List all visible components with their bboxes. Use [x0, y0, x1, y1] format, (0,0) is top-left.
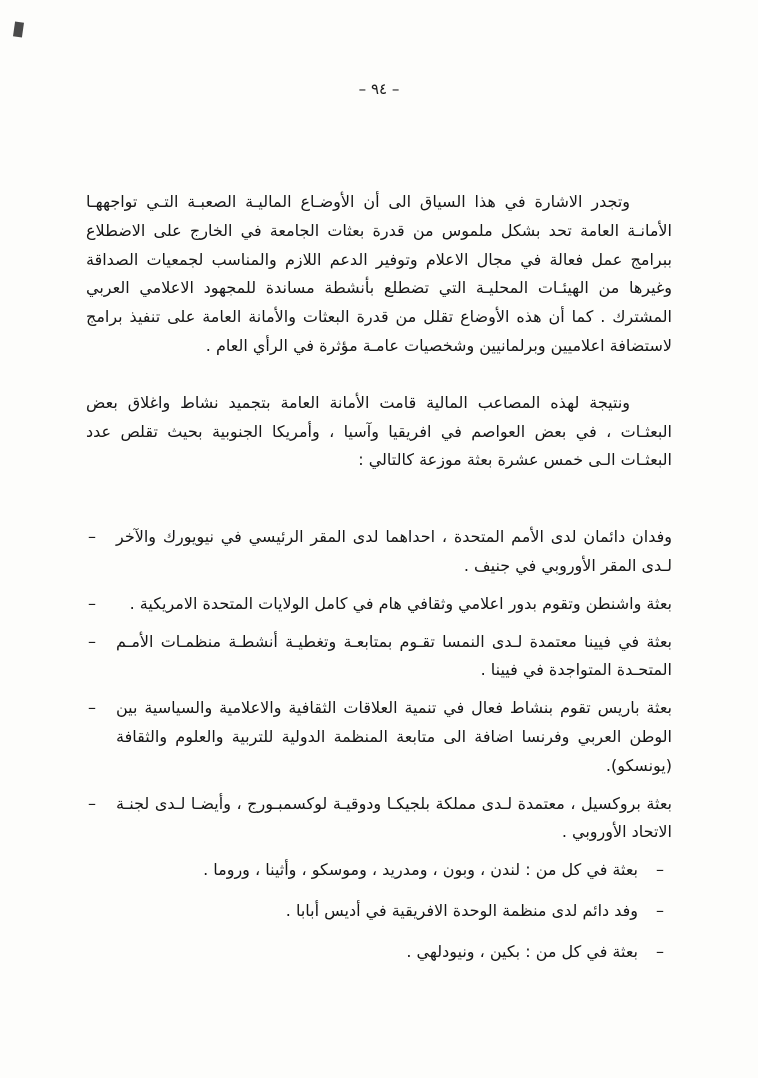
scan-artifact — [13, 21, 24, 37]
list-item-text: وفدان دائمان لدى الأمم المتحدة ، احداهما لدى المقر الرئيسي في نيويورك والآخر لـدى المقر الأوروبي في جنيف . — [116, 527, 672, 575]
missions-list — [86, 523, 672, 966]
list-subitem — [86, 938, 672, 967]
dash-marker: – — [656, 860, 664, 880]
list-item-text: وفد دائم لدى منظمة الوحدة الافريقية في أديس أبابا . — [285, 900, 638, 920]
list-item — [86, 628, 672, 686]
dash-marker: – — [88, 593, 96, 613]
dash-marker: – — [88, 698, 96, 718]
list-subitem — [86, 856, 672, 885]
list-item — [86, 523, 672, 581]
page-content — [86, 188, 672, 979]
list-item — [86, 790, 672, 848]
dash-marker: – — [88, 793, 96, 813]
list-item-text: بعثة في كل من : لندن ، وبون ، ومدريد ، وموسكو ، وأثينا ، وروما . — [203, 860, 638, 880]
dash-marker: – — [656, 941, 664, 961]
dash-marker: – — [88, 527, 96, 547]
paragraph-missions-reduction: ونتيجة لهذه المصاعب المالية قامت الأمانة العامة بتجميد نشاط واغلاق بعض البعثـات ، في بعض العواصم في افريقيا وآسيا ، وأمريكا الجنوبية بحيث تقلص عدد البعثـات الـى خمس عشرة بعثة موزعة كالتالي : — [86, 392, 672, 470]
list-item-text: بعثة واشنطن وتقوم بدور اعلامي وثقافي هام في كامل الولايات المتحدة الامريكية . — [129, 593, 672, 613]
list-item — [86, 590, 672, 619]
list-subitem — [86, 897, 672, 926]
list-item-text: بعثة في فيينا معتمدة لـدى النمسا تقـوم بمتابعـة وتغطيـة أنشطـة منظمـات الأمـم المتحـدة المتواجدة في فيينا . — [116, 631, 672, 680]
list-item-text: بعثة باريس تقوم بنشاط فعال في تنمية العلاقات الثقافية والاعلامية والسياسية بين الوطن العربي وفرنسا اضافة الى متابعة المنظمة الدولية للتربية والعلوم والثقافة (يونسكو). — [116, 698, 672, 775]
dash-marker: – — [88, 631, 96, 651]
paragraph-financial-situation: وتجدر الاشارة في هذا السياق الى أن الأوضـاع الماليـة الصعبـة التـي تواجههـا الأمانـة العامة تحد بشكل ملموس من قدرة بعثات الجامعة في الخارج على الاضطلاع ببرامج عمل فعالة في مجال الاعلام وتوفير الدعم اللازم والمناسب لجمعيات الصداقة وغيرها من الهيئـات المحليـة التي تضطلع بأنشطة مساندة للمجهود الاعلامي العربي المشترك . كما أن هذه الأوضاع تقلل من قدرة البعثات والأمانة العامة على تنفيذ برامج لاستضافة اعلاميين وبرلمانيين وشخصيات عامـة مؤثرة في الرأي العام . — [86, 192, 672, 355]
page-number: – ٩٤ – — [358, 80, 400, 98]
list-item-text: بعثة بروكسيل ، معتمدة لـدى مملكة بلجيكـا ودوقيـة لوكسمبـورج ، وأيضـا لـدى لجنـة الاتحاد الأوروبي . — [116, 793, 672, 842]
dash-marker: – — [656, 900, 664, 920]
list-item-text: بعثة في كل من : بكين ، ونيودلهي . — [406, 941, 638, 961]
list-item — [86, 694, 672, 780]
